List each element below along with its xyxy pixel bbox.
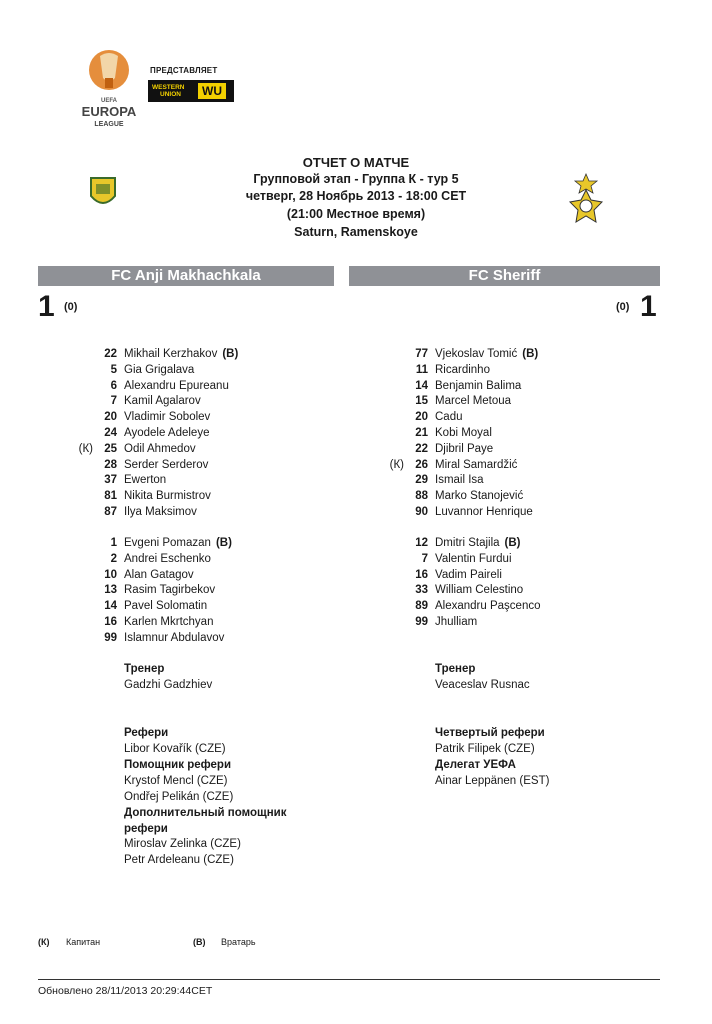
local-time: (21:00 Местное время) [286, 207, 426, 221]
home-score: 1 [38, 290, 55, 323]
additional-label-2: рефери [124, 823, 168, 835]
sheriff-crest-icon [566, 172, 606, 228]
player-number: 16 [104, 616, 117, 628]
player-number: 88 [415, 490, 428, 503]
goalkeeper-marker: (В) [522, 348, 539, 360]
player-number: 7 [421, 552, 428, 565]
sponsor-presents: ПРЕДСТАВЛЯЕТ [150, 66, 218, 75]
home-coach: Gadzhi Gadzhiev [124, 679, 213, 691]
player-name: Andrei Eschenko [124, 552, 211, 565]
player-name: Alexandru Epureanu [124, 379, 229, 392]
goalkeeper-marker: (В) [222, 348, 239, 360]
match-date: четверг, 28 Ноябрь 2013 - 18:00 CET [245, 189, 467, 203]
player-number: 1 [110, 537, 117, 549]
report-title: ОТЧЕТ О МАТЧЕ [302, 155, 410, 170]
player-number: 99 [415, 616, 428, 628]
logo-text-europa: EUROPA [81, 104, 137, 119]
player-number: 77 [415, 348, 428, 360]
player-number: 20 [104, 411, 117, 424]
player-number: 99 [104, 631, 117, 644]
player-name: Vladimir Sobolev [124, 411, 211, 424]
player-number: 20 [415, 411, 428, 424]
player-name: Ilya Maksimov [124, 506, 197, 518]
player-name: Pavel Solomatin [124, 600, 208, 613]
referee: Libor Kovařík (CZE) [124, 743, 226, 755]
player-name: Karlen Mkrtchyan [124, 616, 214, 628]
player-name: Marko Stanojević [435, 490, 524, 503]
player-number: 26 [415, 458, 428, 471]
captain-marker: (К) [389, 458, 404, 471]
western-union-logo [148, 80, 234, 102]
footer-divider [38, 979, 660, 980]
away-score: 1 [640, 290, 657, 323]
player-name: Djibril Paye [435, 442, 494, 455]
updated-timestamp: Обновлено 28/11/2013 20:29:44CET [38, 985, 213, 997]
player-name: Islamnur Abdulavov [124, 631, 225, 644]
player-name: Kamil Agalarov [124, 395, 201, 408]
player-name: Miral Samardžić [435, 458, 518, 471]
referee-label: Рефери [124, 727, 169, 739]
assistant-label: Помощник рефери [124, 759, 232, 771]
player-number: 29 [415, 474, 428, 487]
player-name: Nikita Burmistrov [124, 490, 211, 503]
home-coach-label: Тренер [124, 663, 165, 675]
logo-text-league: LEAGUE [94, 121, 124, 128]
fourth-official: Patrik Filipek (CZE) [435, 743, 535, 755]
player-number: 2 [110, 552, 117, 565]
fourth-official-label: Четвертый рефери [435, 727, 545, 739]
anji-crest-icon [88, 172, 118, 212]
player-number: 22 [415, 442, 428, 455]
home-halftime: (0) [64, 301, 78, 313]
player-number: 89 [415, 600, 428, 613]
wu-mark: WU [198, 83, 226, 99]
additional-1: Miroslav Zelinka (CZE) [124, 838, 241, 850]
player-number: 6 [110, 379, 117, 392]
player-name: Valentin Furdui [435, 552, 512, 565]
away-halftime: (0) [616, 301, 630, 313]
additional-label-1: Дополнительный помощник [124, 807, 287, 819]
player-number: 14 [104, 600, 117, 613]
player-name: Kobi Moyal [435, 427, 492, 439]
delegate-label: Делегат УЕФА [435, 759, 516, 771]
wu-line2: UNION [160, 91, 181, 98]
goalkeeper-marker: (В) [215, 537, 232, 549]
player-number: 12 [415, 537, 428, 549]
player-name: Alan Gatagov [124, 568, 194, 581]
goalkeeper-marker: (В) [504, 537, 521, 549]
player-name: Benjamin Balima [435, 379, 522, 392]
legend-gk-text: Вратарь [221, 937, 256, 947]
player-name: Evgeni Pomazan [124, 537, 211, 549]
player-name: Serder Serderov [124, 458, 209, 471]
player-name: William Celestino [435, 584, 524, 597]
europa-league-logo [78, 44, 140, 136]
player-number: 25 [104, 442, 117, 455]
player-number: 7 [110, 395, 117, 408]
away-coach: Veaceslav Rusnac [435, 679, 530, 691]
player-name: Ewerton [124, 474, 167, 487]
player-number: 11 [415, 363, 428, 376]
player-number: 21 [415, 427, 428, 439]
delegate: Ainar Leppänen (EST) [435, 775, 550, 787]
player-number: 16 [415, 568, 428, 581]
player-number: 13 [104, 584, 117, 597]
captain-marker: (К) [78, 442, 93, 455]
player-name: Vadim Paireli [435, 568, 502, 581]
player-number: 24 [104, 427, 117, 439]
player-name: Dmitri Stajila [435, 537, 500, 549]
player-number: 15 [415, 395, 428, 408]
player-number: 10 [104, 568, 117, 581]
player-number: 5 [110, 363, 117, 376]
player-name: Jhulliam [435, 616, 478, 628]
player-number: 37 [104, 474, 117, 487]
player-name: Ricardinho [435, 363, 490, 376]
player-name: Mikhail Kerzhakov [124, 348, 218, 360]
player-number: 14 [415, 379, 428, 392]
away-team-name: FC Sheriff [349, 266, 660, 286]
player-name: Ayodele Adeleye [124, 427, 210, 439]
player-name: Cadu [435, 411, 463, 424]
player-name: Rasim Tagirbekov [124, 584, 216, 597]
player-number: 33 [415, 584, 428, 597]
wu-line1: WESTERN [152, 84, 185, 91]
player-number: 90 [415, 506, 428, 518]
legend-captain-text: Капитан [66, 937, 101, 947]
player-name: Odil Ahmedov [124, 442, 196, 455]
legend-captain-key: (К) [38, 937, 50, 947]
player-name: Vjekoslav Tomić [435, 348, 518, 360]
player-number: 28 [104, 458, 117, 471]
player-name: Marcel Metoua [435, 395, 512, 408]
player-name: Alexandru Paşcenco [435, 600, 541, 613]
legend-gk-key: (В) [193, 937, 206, 947]
player-number: 87 [104, 506, 117, 518]
assistant-1: Krystof Mencl (CZE) [124, 775, 228, 787]
logo-text-uefa: UEFA [100, 98, 118, 104]
away-coach-label: Тренер [435, 663, 476, 675]
venue: Saturn, Ramenskoye [294, 225, 418, 239]
player-name: Ismail Isa [435, 474, 484, 487]
assistant-2: Ondřej Pelikán (CZE) [124, 791, 234, 803]
additional-2: Petr Ardeleanu (CZE) [124, 854, 234, 866]
home-team-name: FC Anji Makhachkala [38, 266, 334, 286]
player-name: Luvannor Henrique [435, 506, 533, 518]
player-number: 81 [104, 490, 117, 503]
player-number: 22 [104, 348, 117, 360]
match-stage: Групповой этап - Группа К - тур 5 [253, 172, 459, 186]
player-name: Gia Grigalava [124, 363, 195, 376]
